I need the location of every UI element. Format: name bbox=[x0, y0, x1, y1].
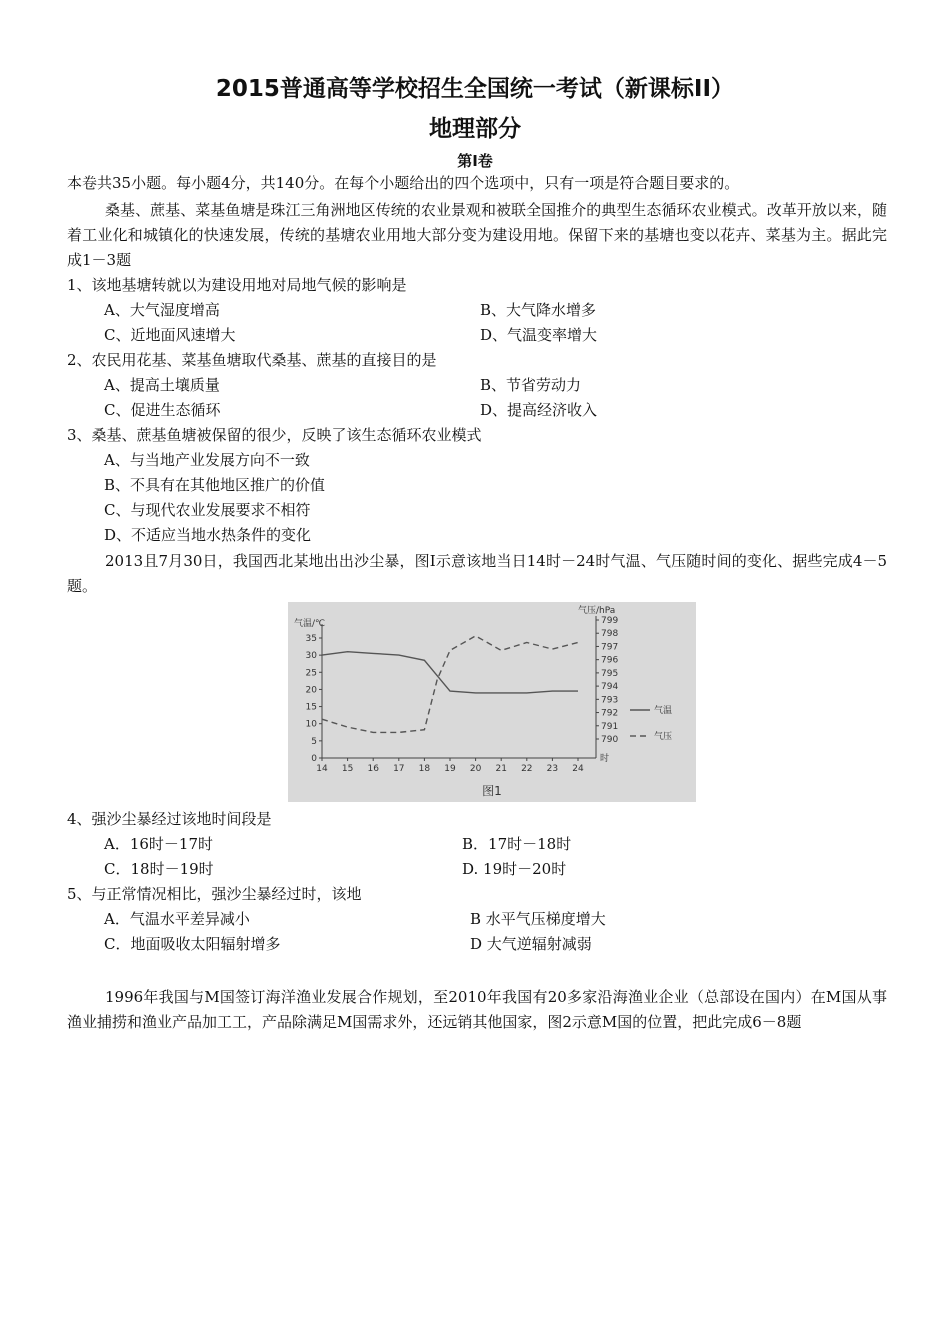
figure-1-chart bbox=[288, 602, 696, 802]
question-3-stem: 3、桑基、蔗基鱼塘被保留的很少，反映了该生态循环农业模式 bbox=[67, 426, 482, 444]
question-5-option-b: B 水平气压梯度增大 bbox=[470, 910, 606, 928]
question-5-stem: 5、与正常情况相比，强沙尘暴经过时，该地 bbox=[67, 885, 362, 903]
x-tick-label: 19 bbox=[444, 764, 456, 774]
section-heading: 第Ⅰ卷 bbox=[457, 152, 493, 170]
figure-1-svg bbox=[288, 602, 696, 802]
question-4-option-a: A．16时－17时 bbox=[104, 835, 214, 853]
right-tick-label: 798 bbox=[601, 629, 619, 640]
question-2-option-c: C、促进生态循环 bbox=[104, 401, 221, 419]
right-tick-label: 790 bbox=[601, 735, 619, 745]
right-tick-label: 794 bbox=[601, 682, 619, 693]
left-tick-label: 5 bbox=[311, 736, 317, 747]
question-3-option-b: B、不具有在其他地区推广的价值 bbox=[104, 476, 326, 494]
question-1-option-c: C、近地面风速增大 bbox=[104, 326, 236, 344]
right-tick-label: 795 bbox=[601, 668, 619, 679]
question-2-option-b: B、节省劳动力 bbox=[480, 376, 582, 394]
question-5-option-a: A．气温水平差异减小 bbox=[104, 910, 250, 928]
legend-label-pressure: 气压 bbox=[654, 732, 673, 742]
question-4-option-d: D. 19时－20时 bbox=[462, 860, 567, 878]
question-3-option-d: D、不适应当地水热条件的变化 bbox=[104, 526, 312, 544]
left-tick-label: 30 bbox=[305, 651, 317, 662]
right-tick-label: 799 bbox=[601, 616, 619, 626]
x-tick-label: 15 bbox=[341, 764, 354, 774]
x-tick-label: 23 bbox=[546, 764, 559, 774]
left-tick-label: 15 bbox=[305, 702, 317, 713]
exam-intro: 本卷共35小题。每小题4分，共140分。在每个小题给出的四个选项中，只有一项是符合题目要求的。 bbox=[67, 174, 740, 192]
question-5-option-c: C．地面吸收太阳辐射增多 bbox=[104, 935, 281, 953]
question-3-option-a: A、与当地产业发展方向不一致 bbox=[104, 451, 310, 469]
left-tick-label: 25 bbox=[305, 668, 317, 679]
page-subtitle: 地理部分 bbox=[429, 116, 521, 142]
passage-1: 桑基、蔗基、菜基鱼塘是珠江三角洲地区传统的农业景观和被联全国推介的典型生态循环农业模式。改革开放以来，随着工业化和城镇化的快速发展，传统的基塘农业用地大部分变为建设用地。保留下来的基塘也变以花卉、菜基为主。据此完成1－3题 bbox=[67, 201, 887, 269]
left-tick-label: 35 bbox=[305, 634, 317, 644]
question-1-option-b: B、大气降水增多 bbox=[480, 301, 597, 319]
x-tick-label: 14 bbox=[316, 764, 328, 774]
question-2-option-d: D、提高经济收入 bbox=[480, 401, 598, 419]
right-tick-label: 796 bbox=[601, 655, 619, 666]
right-tick-label: 791 bbox=[601, 721, 619, 732]
question-4-stem: 4、强沙尘暴经过该地时间段是 bbox=[67, 810, 272, 828]
x-tick-label: 16 bbox=[367, 764, 379, 774]
x-tick-label: 22 bbox=[521, 764, 533, 774]
right-tick-label: 793 bbox=[601, 695, 619, 706]
question-4-option-b: B．17时－18时 bbox=[462, 835, 572, 853]
question-1-option-d: D、气温变率增大 bbox=[480, 326, 598, 344]
question-3-option-c: C、与现代农业发展要求不相符 bbox=[104, 501, 311, 519]
x-tick-label: 20 bbox=[469, 764, 482, 774]
left-tick-label: 0 bbox=[311, 754, 317, 764]
question-1-stem: 1、该地基塘转就以为建设用地对局地气候的影响是 bbox=[67, 276, 407, 294]
left-axis-title: 气温/℃ bbox=[294, 619, 326, 629]
left-tick-label: 10 bbox=[305, 719, 317, 730]
x-axis-title: 时 bbox=[600, 754, 610, 764]
series-line-pressure bbox=[322, 636, 578, 733]
question-5-option-d: D 大气逆辐射减弱 bbox=[470, 935, 592, 953]
x-tick-label: 17 bbox=[393, 764, 405, 774]
left-tick-label: 20 bbox=[305, 685, 317, 696]
x-tick-label: 24 bbox=[572, 764, 584, 774]
question-4-option-c: C．18时－19时 bbox=[104, 860, 214, 878]
passage-2: 2013且7月30日，我国西北某地出出沙尘暴，图Ⅰ示意该地当日14时－24时气温、气压随时间的变化、据些完成4－5题。 bbox=[67, 552, 887, 595]
question-2-stem: 2、农民用花基、菜基鱼塘取代桑基、蔗基的直接目的是 bbox=[67, 351, 437, 369]
passage-3: 1996年我国与M国签订海洋渔业发展合作规划，至2010年我国有20多家沿海渔业企业（总部设在国内）在M国从事渔业捕捞和渔业产品加工工，产品除满足M国需求外，还远销其他国家，图2示意M国的位置，把此完成6－8题 bbox=[67, 988, 887, 1031]
question-2-option-a: A、提高土壤质量 bbox=[104, 376, 220, 394]
x-tick-label: 18 bbox=[418, 764, 431, 774]
series-line-temperature bbox=[322, 652, 578, 693]
x-tick-label: 21 bbox=[495, 764, 507, 774]
legend-label-temperature: 气温 bbox=[654, 706, 673, 716]
right-tick-label: 792 bbox=[601, 708, 619, 719]
figure-caption: 图1 bbox=[482, 784, 502, 798]
right-tick-label: 797 bbox=[601, 642, 619, 653]
right-axis-title: 气压/hPa bbox=[578, 606, 616, 616]
page-title: 2015普通高等学校招生全国统一考试（新课标II） bbox=[215, 76, 735, 102]
question-1-option-a: A、大气湿度增高 bbox=[104, 301, 220, 319]
